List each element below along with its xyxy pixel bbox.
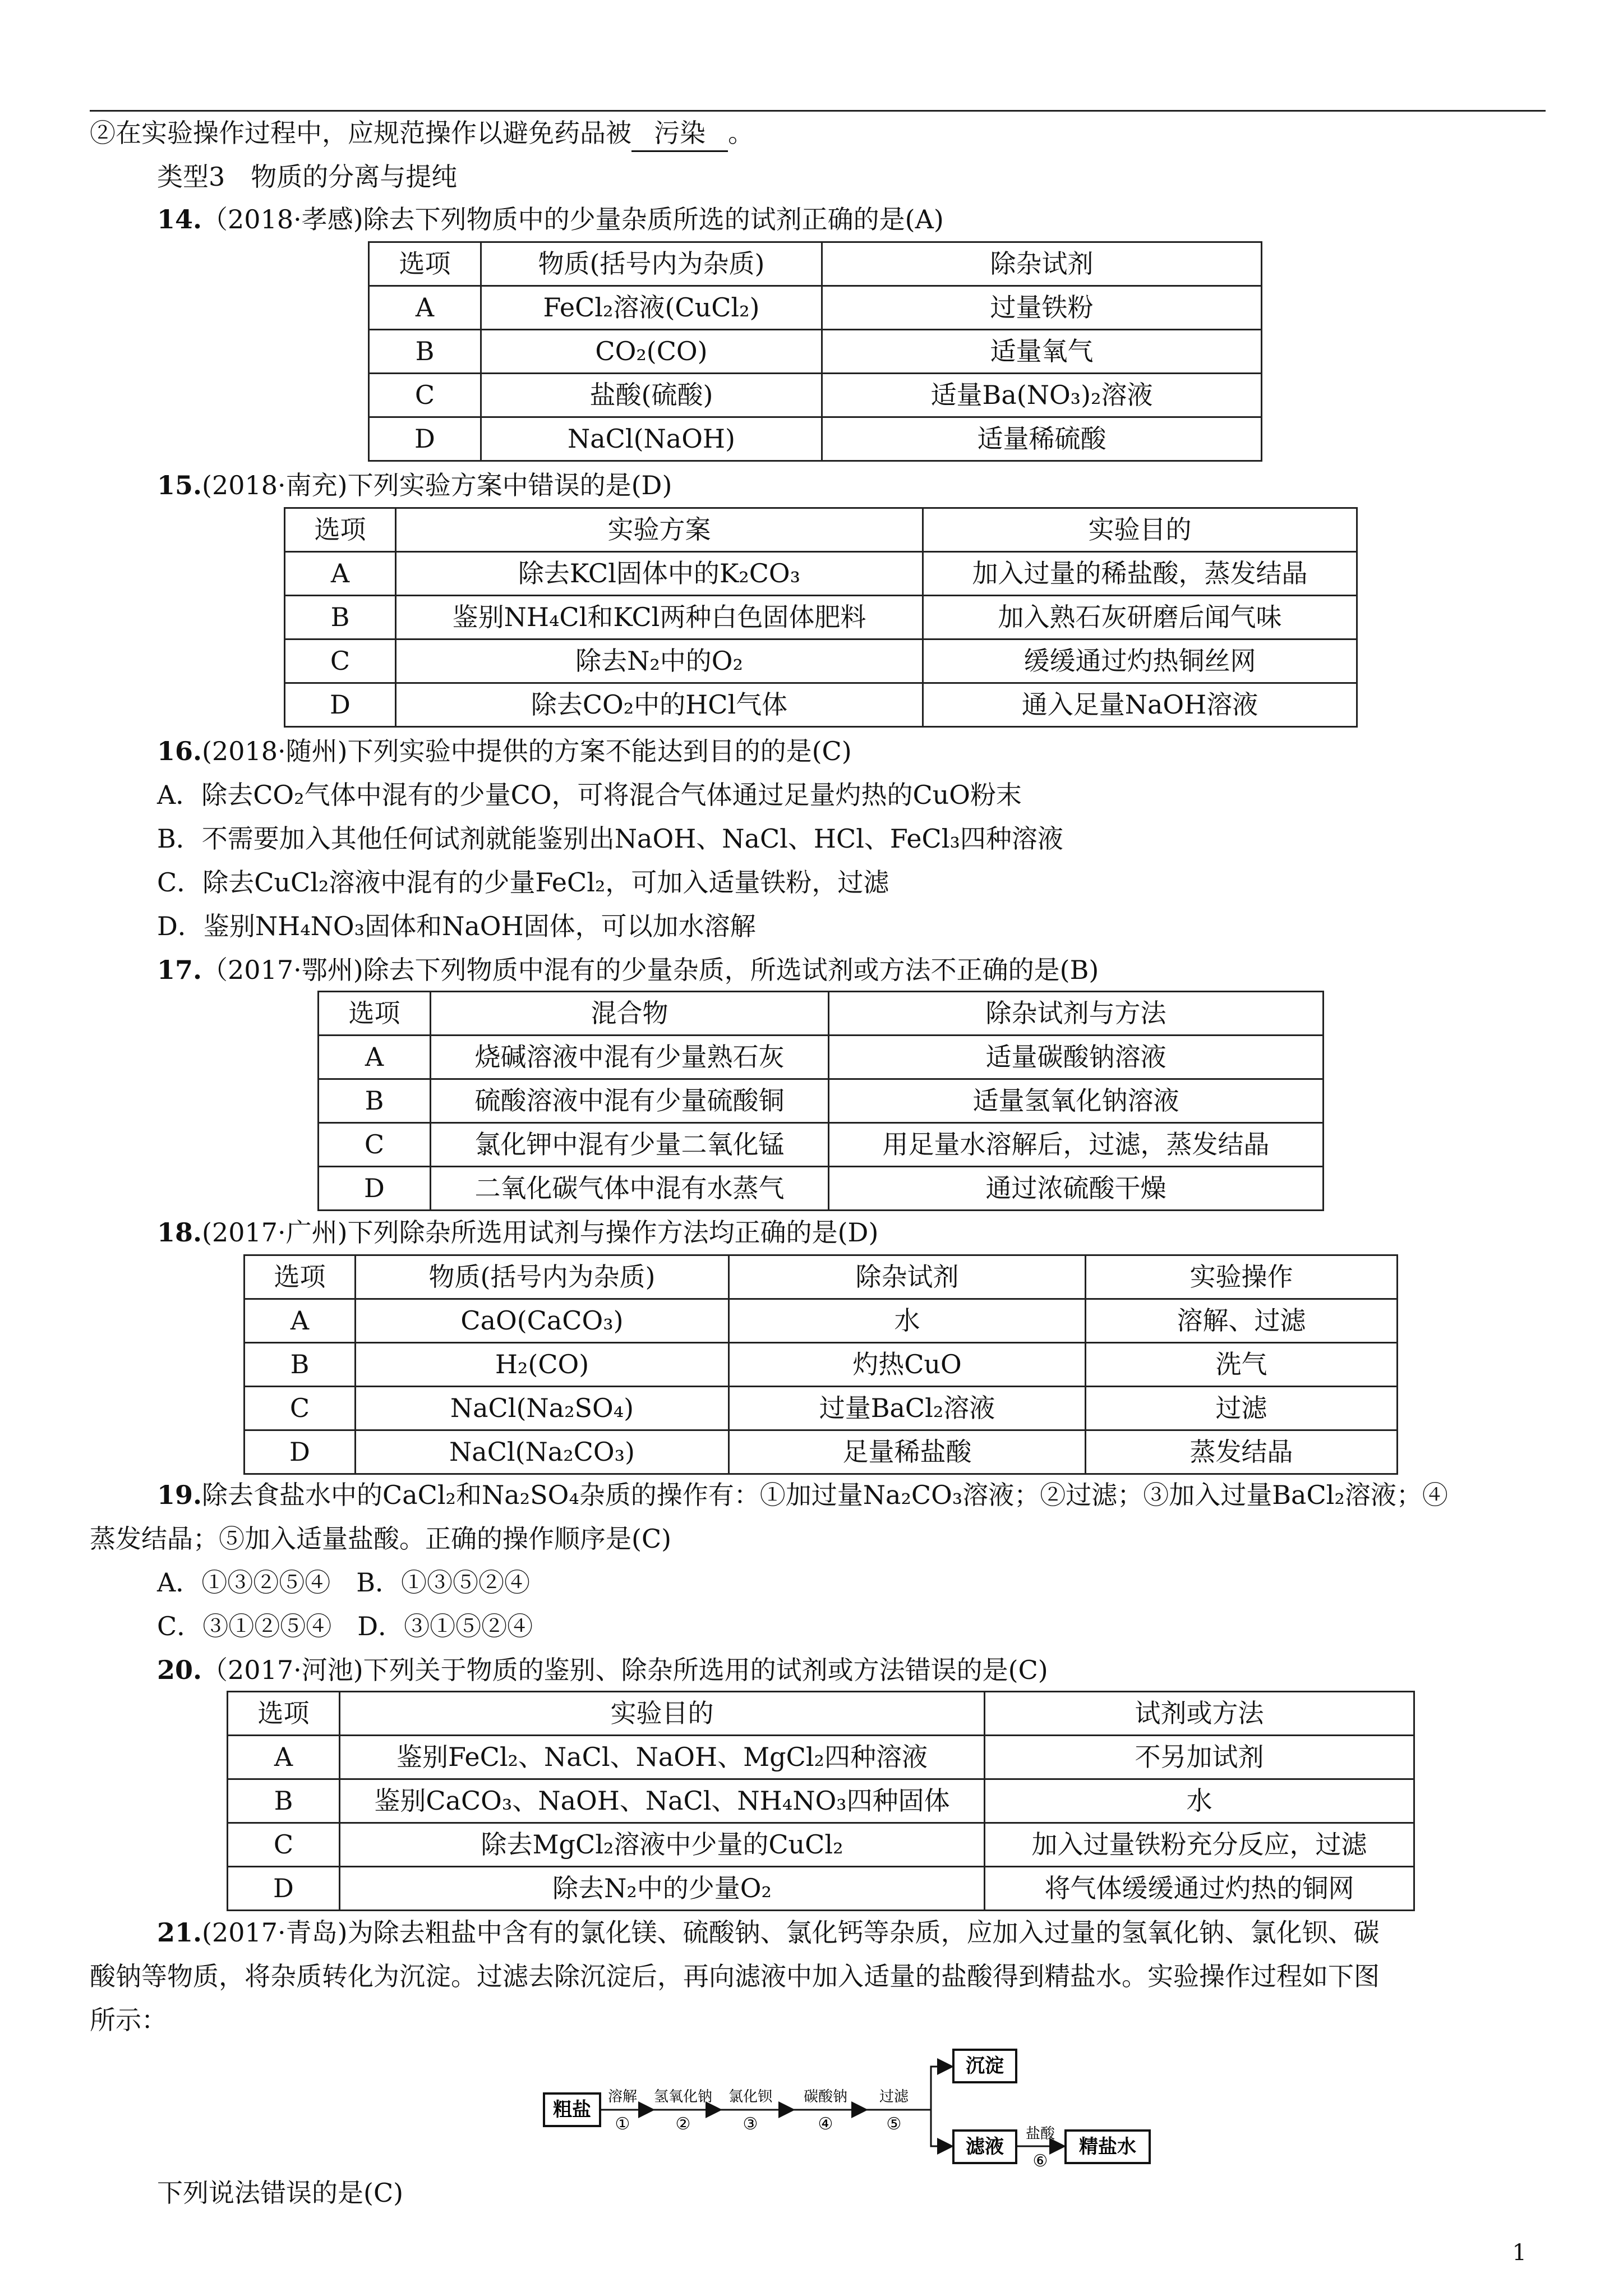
step-1-num: ① bbox=[615, 2114, 630, 2134]
question-20-stem bbox=[157, 1654, 1048, 1687]
table-q18 bbox=[243, 1254, 1398, 1475]
cell: 除去CO₂中的HCl气体 bbox=[396, 683, 923, 727]
question-number: 18. bbox=[157, 1217, 202, 1248]
flow-box-crude-salt-label: 粗盐 bbox=[553, 2099, 591, 2121]
cell: 盐酸(硫酸) bbox=[481, 374, 822, 417]
cell: 通过浓硫酸干燥 bbox=[829, 1167, 1324, 1211]
cell: A bbox=[369, 286, 481, 330]
table-header-row bbox=[369, 242, 1262, 286]
cell: NaCl(Na₂SO₄) bbox=[356, 1387, 729, 1430]
cell: B bbox=[369, 330, 481, 374]
header-cell: 除杂试剂与方法 bbox=[829, 992, 1324, 1036]
step-6-num: ⑥ bbox=[1032, 2151, 1048, 2171]
flow-branch-top bbox=[925, 2067, 952, 2110]
table-row bbox=[245, 1387, 1398, 1430]
question-21-stem-cont: 酸钠等物质，将杂质转化为沉淀。过滤去除沉淀后，再向滤液中加入适量的盐酸得到精盐水。实验操作过程如下图 bbox=[90, 1961, 1380, 1991]
cell: C bbox=[369, 374, 481, 417]
question-text: （2018·孝感)除去下列物质中的少量杂质所选的试剂正确的是(A) bbox=[202, 204, 944, 234]
question-16-stem bbox=[157, 735, 852, 769]
cell: 溶解、过滤 bbox=[1086, 1299, 1398, 1343]
cell: D bbox=[245, 1430, 356, 1474]
cell: A bbox=[285, 552, 396, 596]
table-row bbox=[228, 1736, 1414, 1779]
section-heading: 类型3 物质的分离与提纯 bbox=[157, 162, 458, 192]
cell: B bbox=[245, 1343, 356, 1387]
table-row bbox=[245, 1299, 1398, 1343]
table-row bbox=[285, 552, 1357, 596]
question-number: 19. bbox=[157, 1480, 202, 1510]
question-number: 15. bbox=[157, 470, 202, 500]
question-17-stem bbox=[157, 954, 1099, 987]
question-14-stem bbox=[157, 203, 944, 237]
question-text: 除去食盐水中的CaCl₂和Na₂SO₄杂质的操作有：①加过量Na₂CO₃溶液；②过滤；③加入过量BaCl₂溶液；④ bbox=[202, 1480, 1448, 1510]
table-header-row bbox=[228, 1692, 1414, 1736]
flow-branch-bottom bbox=[931, 2110, 952, 2146]
table-q17 bbox=[317, 991, 1324, 1211]
cell: 不另加试剂 bbox=[985, 1736, 1414, 1779]
header-cell: 选项 bbox=[245, 1255, 356, 1299]
cell: 缓缓通过灼热铜丝网 bbox=[923, 639, 1357, 683]
cell: 除去MgCl₂溶液中少量的CuCl₂ bbox=[340, 1823, 985, 1867]
table-row bbox=[285, 639, 1357, 683]
header-cell: 试剂或方法 bbox=[985, 1692, 1414, 1736]
cell: 适量碳酸钠溶液 bbox=[829, 1036, 1324, 1079]
intro-prefix: ②在实验操作过程中，应规范操作以避免药品被 bbox=[90, 118, 631, 148]
question-19-stem bbox=[157, 1479, 1448, 1512]
table-row bbox=[245, 1343, 1398, 1387]
step-5-num: ⑤ bbox=[886, 2114, 902, 2134]
flow-diagram bbox=[538, 2031, 1183, 2199]
cell: B bbox=[319, 1079, 431, 1123]
header-cell: 选项 bbox=[369, 242, 481, 286]
cell: C bbox=[319, 1123, 431, 1167]
table-row bbox=[369, 330, 1262, 374]
header-cell: 除杂试剂 bbox=[822, 242, 1262, 286]
cell: D bbox=[369, 417, 481, 461]
table-header-row bbox=[319, 992, 1324, 1036]
question-18-stem bbox=[157, 1216, 878, 1250]
cell: 加入过量的稀盐酸，蒸发结晶 bbox=[923, 552, 1357, 596]
header-cell: 实验目的 bbox=[923, 508, 1357, 552]
table-row bbox=[319, 1036, 1324, 1079]
table-row bbox=[228, 1867, 1414, 1911]
question-15-stem bbox=[157, 469, 672, 503]
cell: D bbox=[228, 1867, 340, 1911]
table-row bbox=[285, 596, 1357, 639]
header-rule bbox=[90, 110, 1546, 112]
cell: 过量BaCl₂溶液 bbox=[729, 1387, 1086, 1430]
cell: 加入过量铁粉充分反应，过滤 bbox=[985, 1823, 1414, 1867]
cell: A bbox=[245, 1299, 356, 1343]
header-cell: 选项 bbox=[228, 1692, 340, 1736]
option-d: D．鉴别NH₄NO₃固体和NaOH固体，可以加水溶解 bbox=[157, 911, 756, 941]
cell: 烧碱溶液中混有少量熟石灰 bbox=[431, 1036, 829, 1079]
flow-svg bbox=[538, 2031, 1183, 2199]
cell: 适量氧气 bbox=[822, 330, 1262, 374]
page-number: 1 bbox=[1512, 2240, 1527, 2266]
intro-suffix: 。 bbox=[728, 118, 754, 148]
question-text: (2018·南充)下列实验方案中错误的是(D) bbox=[202, 470, 672, 500]
cell: 水 bbox=[729, 1299, 1086, 1343]
step-2-num: ② bbox=[675, 2114, 691, 2134]
header-cell: 选项 bbox=[319, 992, 431, 1036]
cell: 灼热CuO bbox=[729, 1343, 1086, 1387]
table-row bbox=[369, 374, 1262, 417]
cell: B bbox=[228, 1779, 340, 1823]
cell: 氯化钾中混有少量二氧化锰 bbox=[431, 1123, 829, 1167]
table-header-row bbox=[245, 1255, 1398, 1299]
cell: CaO(CaCO₃) bbox=[356, 1299, 729, 1343]
cell: 适量氢氧化钠溶液 bbox=[829, 1079, 1324, 1123]
flow-box-precipitate-label: 沉淀 bbox=[966, 2055, 1004, 2077]
table-row bbox=[228, 1779, 1414, 1823]
table-q15 bbox=[284, 507, 1358, 728]
intro-line bbox=[90, 117, 754, 152]
cell: 鉴别NH₄Cl和KCl两种白色固体肥料 bbox=[396, 596, 923, 639]
step-5-label: 过滤 bbox=[879, 2088, 909, 2105]
cell: CO₂(CO) bbox=[481, 330, 822, 374]
header-cell: 实验方案 bbox=[396, 508, 923, 552]
cell: NaCl(NaOH) bbox=[481, 417, 822, 461]
cell: 蒸发结晶 bbox=[1086, 1430, 1398, 1474]
header-cell: 实验目的 bbox=[340, 1692, 985, 1736]
option-b: B．不需要加入其他任何试剂就能鉴别出NaOH、NaCl、HCl、FeCl₃四种溶液 bbox=[157, 823, 1063, 854]
cell: D bbox=[285, 683, 396, 727]
step-4-num: ④ bbox=[818, 2114, 833, 2134]
cell: A bbox=[319, 1036, 431, 1079]
question-19-stem-cont: 蒸发结晶；⑤加入适量盐酸。正确的操作顺序是(C) bbox=[90, 1524, 672, 1554]
question-number: 14. bbox=[157, 204, 202, 234]
cell: D bbox=[319, 1167, 431, 1211]
question-number: 17. bbox=[157, 955, 202, 985]
cell: 除去N₂中的少量O₂ bbox=[340, 1867, 985, 1911]
flow-box-filtrate-label: 滤液 bbox=[966, 2136, 1004, 2158]
cell: 过量铁粉 bbox=[822, 286, 1262, 330]
question-text: (2017·广州)下列除杂所选用试剂与操作方法均正确的是(D) bbox=[202, 1217, 879, 1248]
cell: 过滤 bbox=[1086, 1387, 1398, 1430]
cell: 将气体缓缓通过灼热的铜网 bbox=[985, 1867, 1414, 1911]
table-row bbox=[285, 683, 1357, 727]
question-21-stem-end: 所示： bbox=[90, 2005, 167, 2035]
cell: C bbox=[245, 1387, 356, 1430]
answer-blank: 污染 bbox=[631, 117, 728, 152]
cell: 除去KCl固体中的K₂CO₃ bbox=[396, 552, 923, 596]
cell: C bbox=[285, 639, 396, 683]
question-21-stem bbox=[157, 1916, 1380, 1950]
question-number: 21. bbox=[157, 1917, 202, 1948]
table-header-row bbox=[285, 508, 1357, 552]
cell: C bbox=[228, 1823, 340, 1867]
step-6-label: 盐酸 bbox=[1025, 2125, 1055, 2142]
cell: 鉴别FeCl₂、NaCl、NaOH、MgCl₂四种溶液 bbox=[340, 1736, 985, 1779]
step-4-label: 碳酸钠 bbox=[803, 2088, 848, 2105]
cell: B bbox=[285, 596, 396, 639]
cell: 足量稀盐酸 bbox=[729, 1430, 1086, 1474]
step-1-label: 溶解 bbox=[607, 2088, 638, 2105]
cell: 通入足量NaOH溶液 bbox=[923, 683, 1357, 727]
cell: 除去N₂中的O₂ bbox=[396, 639, 923, 683]
cell: 二氧化碳气体中混有水蒸气 bbox=[431, 1167, 829, 1211]
cell: NaCl(Na₂CO₃) bbox=[356, 1430, 729, 1474]
flow-box-refined-brine-label: 精盐水 bbox=[1079, 2136, 1136, 2158]
question-number: 20. bbox=[157, 1655, 202, 1685]
header-cell: 物质(括号内为杂质) bbox=[356, 1255, 729, 1299]
cell: 适量Ba(NO₃)₂溶液 bbox=[822, 374, 1262, 417]
question-text: (2017·青岛)为除去粗盐中含有的氯化镁、硫酸钠、氯化钙等杂质，应加入过量的氢氧化钠、氯化钡、碳 bbox=[202, 1917, 1380, 1948]
header-cell: 混合物 bbox=[431, 992, 829, 1036]
question-text: （2017·鄂州)除去下列物质中混有的少量杂质，所选试剂或方法不正确的是(B) bbox=[202, 955, 1099, 985]
question-21-tail: 下列说法错误的是(C) bbox=[157, 2178, 404, 2208]
question-number: 16. bbox=[157, 736, 202, 766]
table-row bbox=[228, 1823, 1414, 1867]
option-c: C．除去CuCl₂溶液中混有的少量FeCl₂，可加入适量铁粉，过滤 bbox=[157, 867, 889, 898]
option-a: A．除去CO₂气体中混有的少量CO，可将混合气体通过足量灼热的CuO粉末 bbox=[157, 780, 1022, 810]
table-row bbox=[319, 1079, 1324, 1123]
cell: 适量稀硫酸 bbox=[822, 417, 1262, 461]
cell: 水 bbox=[985, 1779, 1414, 1823]
question-text: （2017·河池)下列关于物质的鉴别、除杂所选用的试剂或方法错误的是(C) bbox=[202, 1655, 1048, 1685]
step-2-label: 氢氧化钠 bbox=[653, 2088, 713, 2105]
options-row-1: A．①③②⑤④ B．①③⑤②④ bbox=[157, 1567, 531, 1598]
cell: 鉴别CaCO₃、NaOH、NaCl、NH₄NO₃四种固体 bbox=[340, 1779, 985, 1823]
table-row bbox=[369, 286, 1262, 330]
table-row bbox=[319, 1123, 1324, 1167]
step-3-label: 氯化钡 bbox=[728, 2088, 773, 2105]
table-row bbox=[369, 417, 1262, 461]
cell: H₂(CO) bbox=[356, 1343, 729, 1387]
cell: 用足量水溶解后，过滤，蒸发结晶 bbox=[829, 1123, 1324, 1167]
cell: 硫酸溶液中混有少量硫酸铜 bbox=[431, 1079, 829, 1123]
table-q14 bbox=[368, 241, 1262, 462]
header-cell: 选项 bbox=[285, 508, 396, 552]
cell: 加入熟石灰研磨后闻气味 bbox=[923, 596, 1357, 639]
header-cell: 物质(括号内为杂质) bbox=[481, 242, 822, 286]
options-row-2: C．③①②⑤④ D．③①⑤②④ bbox=[157, 1611, 533, 1641]
cell: FeCl₂溶液(CuCl₂) bbox=[481, 286, 822, 330]
header-cell: 除杂试剂 bbox=[729, 1255, 1086, 1299]
table-q20 bbox=[227, 1691, 1415, 1911]
table-row bbox=[319, 1167, 1324, 1211]
cell: 洗气 bbox=[1086, 1343, 1398, 1387]
question-text: (2018·随州)下列实验中提供的方案不能达到目的的是(C) bbox=[202, 736, 852, 766]
step-3-num: ③ bbox=[743, 2114, 758, 2134]
table-row bbox=[245, 1430, 1398, 1474]
header-cell: 实验操作 bbox=[1086, 1255, 1398, 1299]
cell: A bbox=[228, 1736, 340, 1779]
